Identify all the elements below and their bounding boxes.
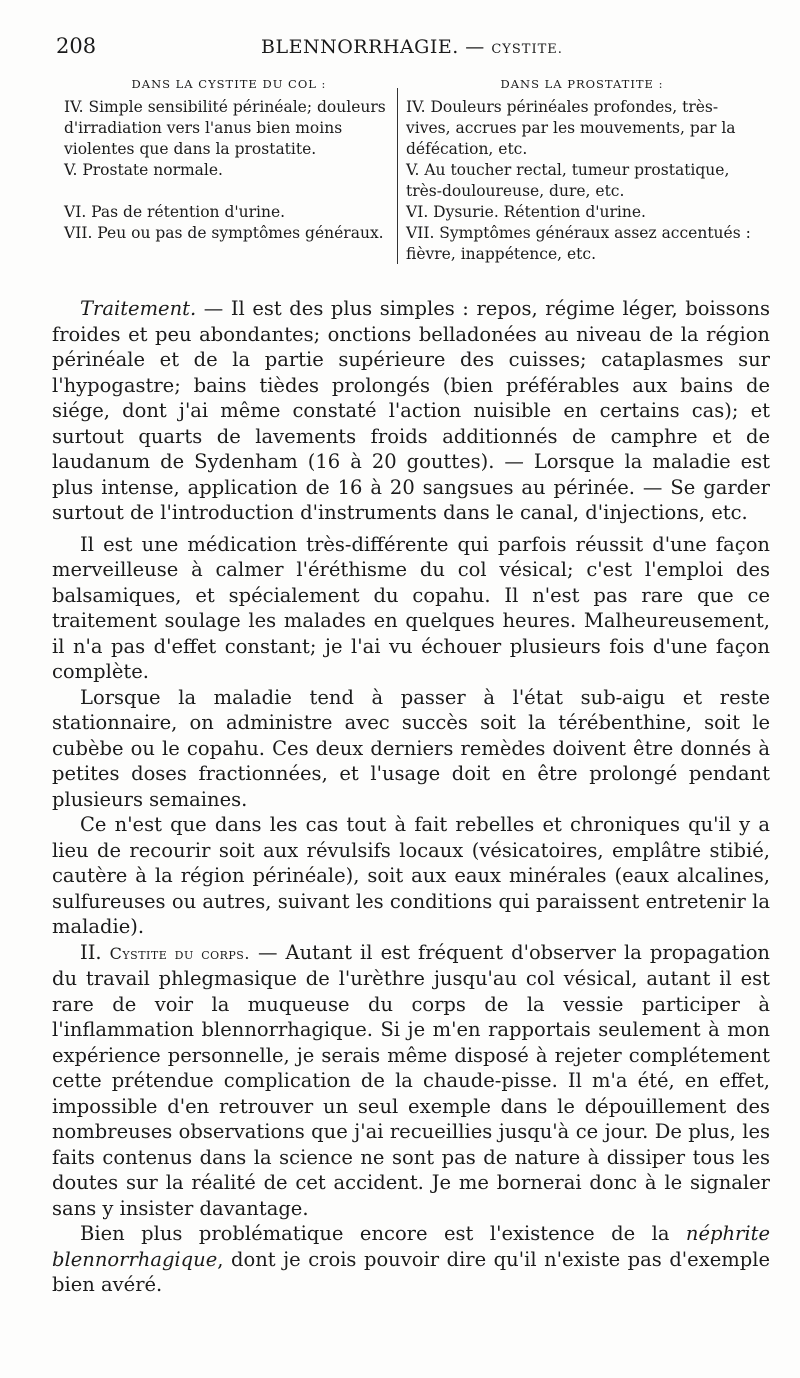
paragraph-text: — Il est des plus simples : repos, régime léger, boissons froides et peu abondantes; onctions belladonées au niveau de la région périnéale et de la partie supérieure des cuisses; cataplasmes sur l'hypogastre; bains tièdes prolongés (bien préférables aux bains de siége, dont j'ai même constaté l'action nuisible en certains cas); et surtout quarts de lavements froids additionnés de camphre et de laudanum de Sydenham (16 à 20 gouttes). — Lorsque la maladie est plus intense, application de 16 à 20 sangsues au périnée. — Se garder surtout de l'introduction d'instruments dans le canal, d'injections, etc. bbox=[52, 297, 770, 524]
list-item: VII. Peu ou pas de symptômes généraux. bbox=[64, 224, 384, 242]
column-divider bbox=[397, 88, 398, 264]
list-item: VI. Dysurie. Rétention d'urine. bbox=[406, 203, 646, 221]
column-prostatite bbox=[406, 74, 758, 265]
section-number: II. bbox=[80, 940, 102, 964]
list-item: VI. Pas de rétention d'urine. bbox=[64, 203, 286, 221]
paragraph-cystite-du-corps bbox=[52, 940, 770, 1222]
paragraph: Il est une médication très-différente qui parfois réussit d'une façon merveilleuse à calmer l'éréthisme du col vésical; c'est l'emploi des balsamiques, et spécialement du copahu. Il n'est pas rare que ce traitement soulage les malades en quelques heures. Malheureusement, il n'a pas d'effet constant; je l'ai vu échouer plusieurs fois d'une façon complète. bbox=[52, 532, 770, 683]
column-heading: DANS LA PROSTATITE : bbox=[500, 77, 664, 91]
paragraph-traitement bbox=[52, 296, 770, 526]
column-cystite-du-col bbox=[64, 74, 394, 244]
running-title bbox=[261, 36, 563, 58]
emphasized-term: néphrite blennorrhagique bbox=[52, 1222, 770, 1271]
running-title-sub: CYSTITE. bbox=[491, 42, 563, 57]
paragraph-text: — Autant il est fréquent d'observer la propagation du travail phlegmasique de l'urèthre jusqu'au col vésical, autant il est rare de voir la muqueuse du corps de la vessie participer à l'inflammation blennorrhagique. Si je m'en rapportais seulement à mon expérience personnelle, je serais même disposé à rejeter complétement cette prétendue complication de la chaude-pisse. Il m'a été, en effet, impossible d'en retrouver un seul exemple dans le dépouillement des nombreuses observations que j'ai recueillies jusqu'à ce jour. De plus, les faits contenus dans la science ne sont pas de nature à dissiper tous les doutes sur la réalité de cet accident. Je me bornerai donc à le signaler sans y insister davantage. bbox=[52, 940, 770, 1220]
comparison-table bbox=[56, 74, 758, 270]
page-number: 208 bbox=[56, 34, 97, 58]
section-lead: Cystite du corps. bbox=[109, 943, 250, 963]
list-item: IV. Simple sensibilité périnéale; douleurs d'irradiation vers l'anus bien moins violentes que dans la prostatite. bbox=[64, 98, 386, 158]
paragraph: Ce n'est que dans les cas tout à fait rebelles et chroniques qu'il y a lieu de recourir soit aux révulsifs locaux (vésicatoires, emplâtre stibié, cautère à la région périnéale), soit aux eaux minérales (eaux alcalines, sulfureuses ou autres, suivant les conditions qui paraissent entretenir la maladie). bbox=[52, 813, 770, 938]
list-item: V. Au toucher rectal, tumeur prostatique, très-douloureuse, dure, etc. bbox=[406, 161, 730, 200]
paragraph-text: Bien plus problématique encore est l'existence de la bbox=[80, 1222, 686, 1245]
paragraph-text: , dont je crois pouvoir dire qu'il n'existe pas d'exemple bien avéré. bbox=[52, 1247, 770, 1296]
list-item: IV. Douleurs périnéales profondes, très-vives, accrues par les mouvements, par la défécation, etc. bbox=[406, 98, 736, 158]
paragraph-nephrite bbox=[52, 1221, 770, 1298]
list-item: V. Prostate normale. bbox=[64, 161, 223, 179]
paragraph: Lorsque la maladie tend à passer à l'état sub-aigu et reste stationnaire, on administre avec succès soit la térébenthine, soit le cubèbe ou le copahu. Ces deux derniers remèdes doivent être donnés à petites doses fractionnées, et l'usage doit en être prolongé pendant plusieurs semaines. bbox=[52, 685, 770, 811]
list-item: VII. Symptômes généraux assez accentués : fièvre, inappétence, etc. bbox=[406, 224, 751, 263]
running-title-main: BLENNORRHAGIE. — bbox=[261, 36, 485, 58]
page-header bbox=[56, 34, 756, 60]
main-text bbox=[52, 296, 770, 1298]
section-lead: Traitement. bbox=[80, 297, 197, 320]
column-heading: DANS LA CYSTITE DU COL : bbox=[131, 77, 327, 91]
